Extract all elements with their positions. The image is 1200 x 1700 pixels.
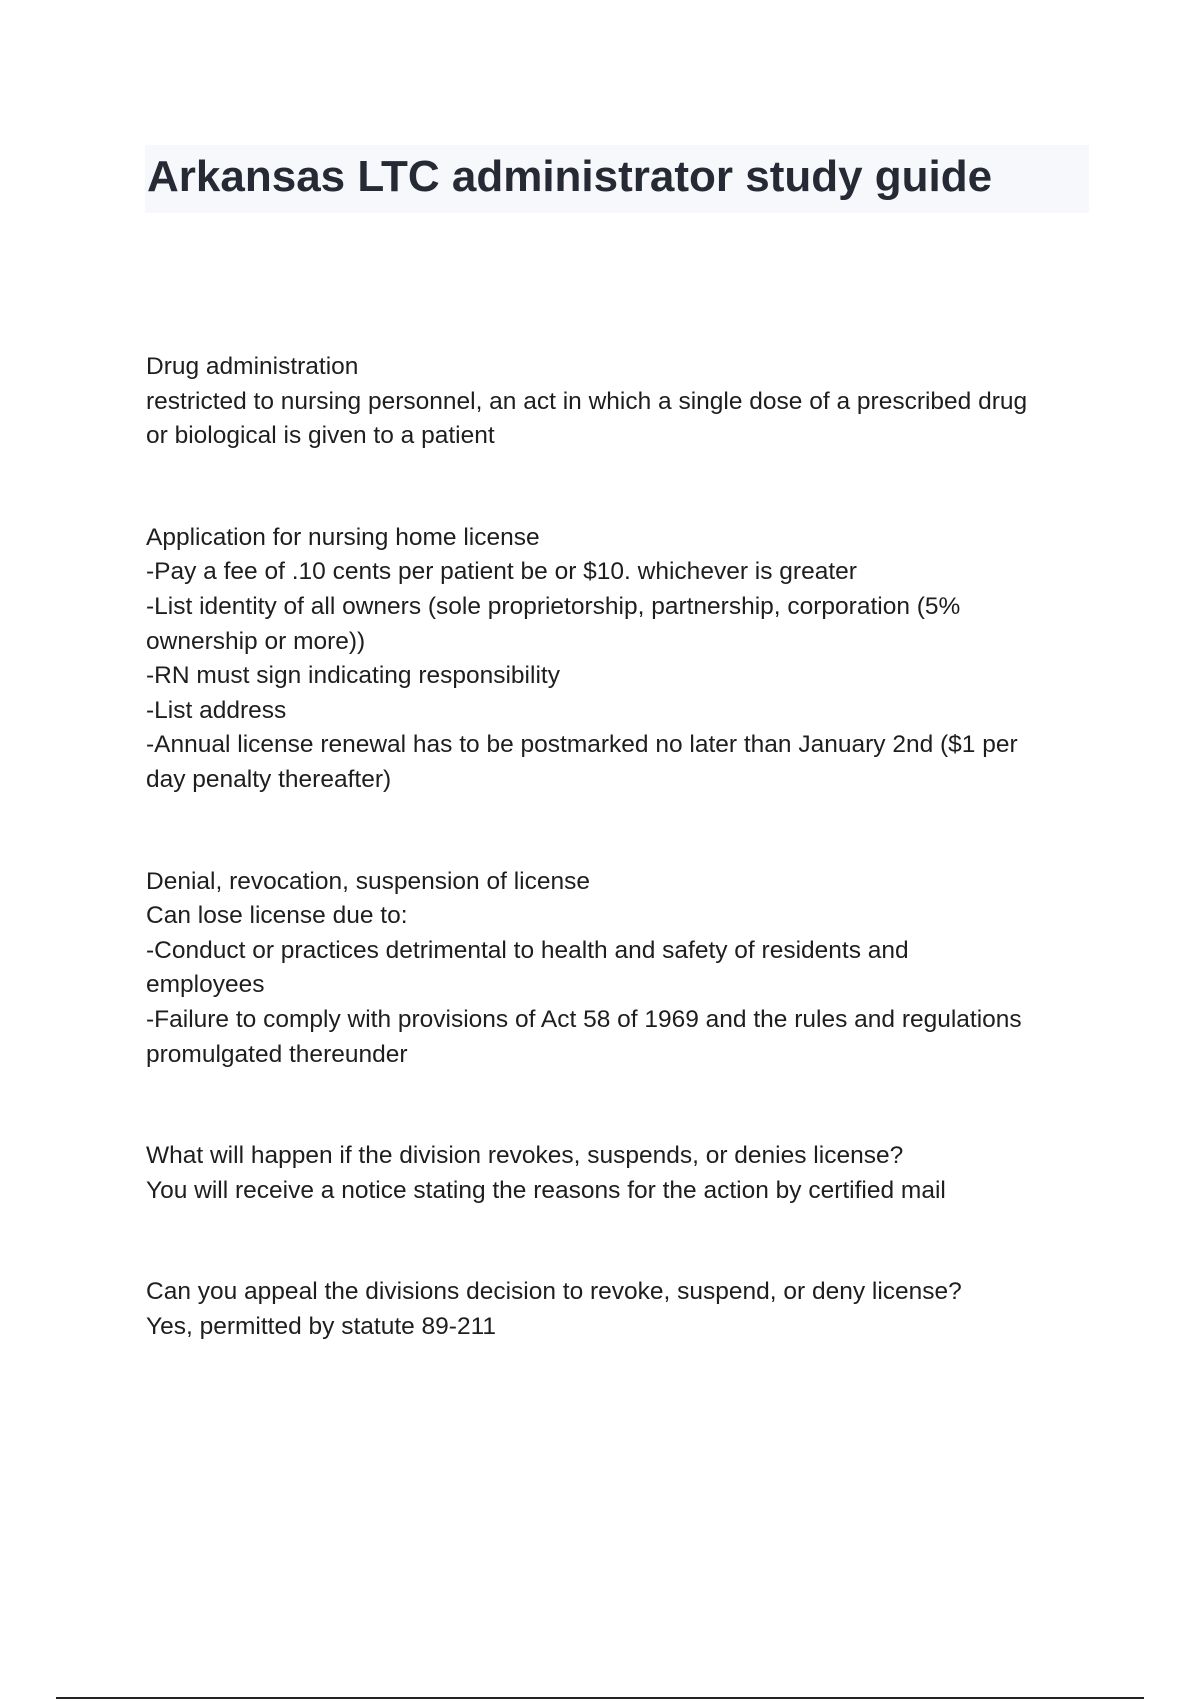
card-definition-line: -Pay a fee of .10 cents per patient be or $10. whichever is greater	[146, 558, 857, 586]
flashcard	[146, 350, 1096, 454]
card-term: Can you appeal the divisions decision to revoke, suspend, or deny license?	[146, 1278, 962, 1306]
card-definition-line: employees	[146, 971, 265, 999]
card-term: What will happen if the division revokes, suspends, or denies license?	[146, 1142, 904, 1170]
card-definition-line: -List identity of all owners (sole proprietorship, partnership, corporation (5%	[146, 592, 961, 620]
card-definition-line: restricted to nursing personnel, an act in which a single dose of a prescribed drug	[146, 387, 1028, 415]
card-definition-line: You will receive a notice stating the reasons for the action by certified mail	[146, 1176, 946, 1204]
card-definition-line: -Annual license renewal has to be postmarked no later than January 2nd ($1 per	[146, 731, 1018, 759]
card-definition-line: ownership or more))	[146, 627, 366, 655]
flashcard	[146, 1139, 1096, 1208]
card-definition-line: -List address	[146, 696, 287, 724]
footer-divider	[56, 1697, 1144, 1699]
card-definition-line: Yes, permitted by statute 89-211	[146, 1312, 497, 1340]
card-definition-line: or biological is given to a patient	[146, 422, 495, 450]
card-definition-line: -Conduct or practices detrimental to health and safety of residents and	[146, 936, 909, 964]
card-term: Denial, revocation, suspension of license	[146, 867, 590, 895]
study-content	[146, 350, 1096, 1344]
flashcard	[146, 865, 1096, 1073]
flashcard	[146, 521, 1096, 798]
card-term: Application for nursing home license	[146, 523, 540, 551]
card-definition-line: day penalty thereafter)	[146, 765, 392, 793]
card-definition-line: promulgated thereunder	[146, 1040, 408, 1068]
page-title: Arkansas LTC administrator study guide	[147, 152, 993, 201]
card-definition-line: -RN must sign indicating responsibility	[146, 662, 560, 690]
card-term: Drug administration	[146, 353, 359, 380]
card-definition-line: Can lose license due to:	[146, 902, 408, 930]
flashcard	[146, 1275, 1096, 1344]
card-definition-line: -Failure to comply with provisions of Act 58 of 1969 and the rules and regulations	[146, 1005, 1022, 1033]
title-banner	[145, 145, 1089, 213]
